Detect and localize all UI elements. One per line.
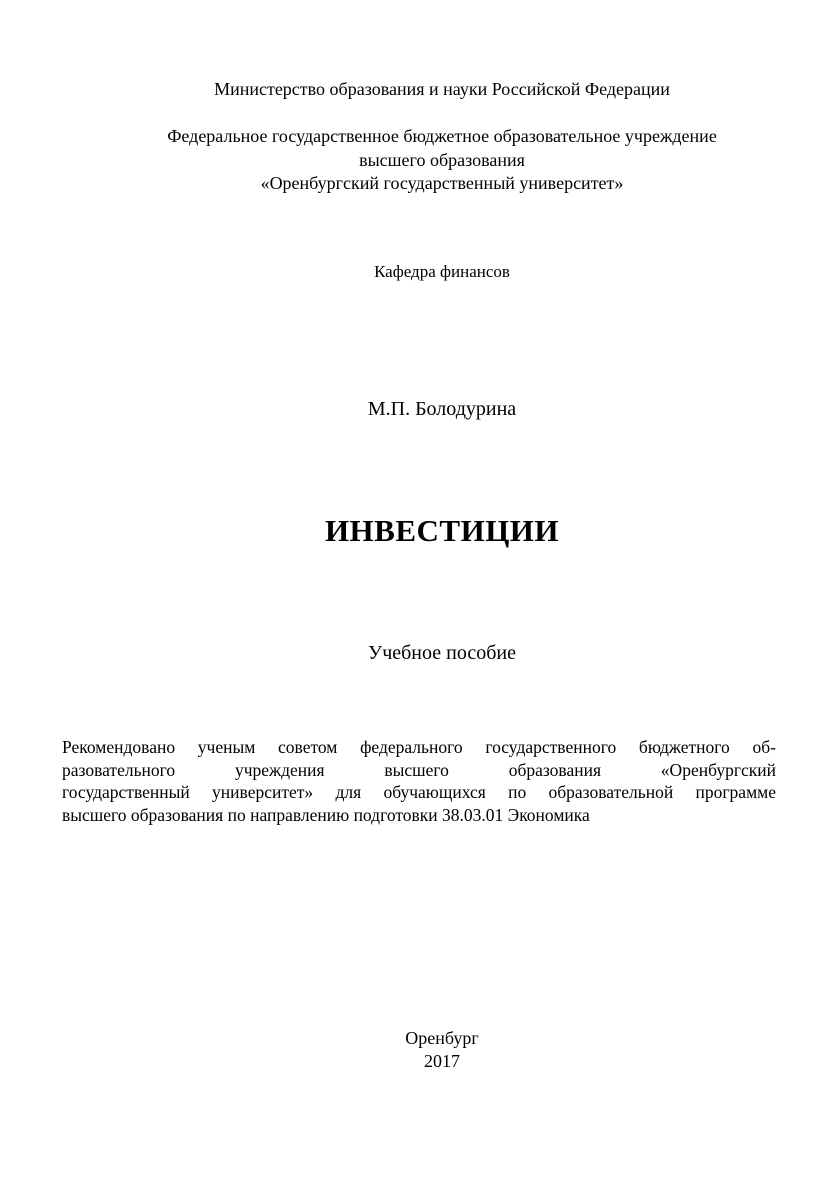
publication-year: 2017 — [424, 1051, 460, 1071]
document-subtitle: Учебное пособие — [368, 642, 516, 664]
institution-line-1: Федеральное государственное бюджетное образовательное учреждение — [167, 126, 717, 146]
recommendation-line-1: Рекомендовано ученым советом федерального государственного бюджетного об- — [62, 737, 776, 757]
department-name: Кафедра финансов — [374, 262, 510, 281]
ministry-name: Министерство образования и науки Российской Федерации — [214, 79, 670, 99]
publication-city: Оренбург — [405, 1028, 479, 1048]
recommendation-line-4: высшего образования по направлению подготовки 38.03.01 Экономика — [62, 804, 590, 825]
recommendation-line-3: государственный университет» для обучающихся по образовательной программе — [62, 782, 776, 802]
institution-line-3: «Оренбургский государственный университет» — [260, 173, 624, 193]
author-name: М.П. Болодурина — [367, 398, 517, 420]
document-title: ИНВЕСТИЦИИ — [324, 513, 560, 548]
recommendation-paragraph — [62, 736, 776, 826]
recommendation-line-2: разовательного учреждения высшего образования «Оренбургский — [62, 759, 776, 780]
institution-line-2: высшего образования — [359, 150, 525, 170]
